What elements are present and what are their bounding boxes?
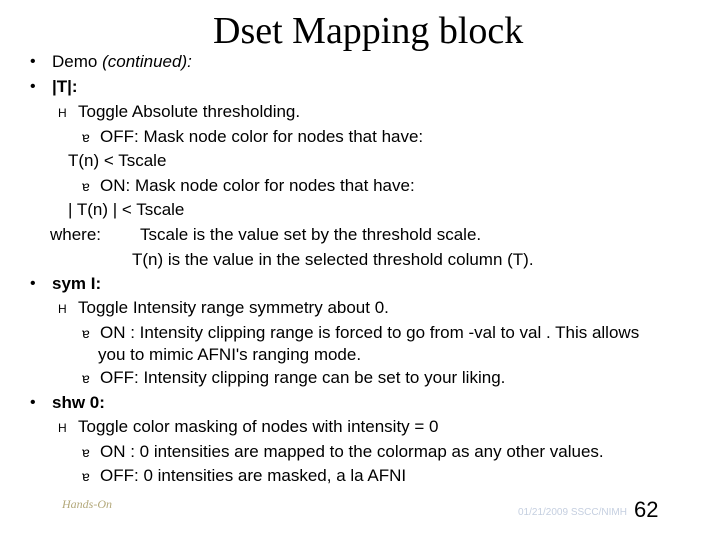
sym-toggle-line: Toggle Intensity range symmetry about 0.: [78, 298, 389, 317]
arrow-icon: ɐ: [82, 444, 90, 460]
sym-off-line: OFF: Intensity clipping range can be set to your liking.: [100, 368, 506, 387]
t-on-line: ON: Mask node color for nodes that have:: [100, 176, 415, 195]
hand-icon: H: [58, 106, 67, 120]
bullet-icon: •: [30, 275, 36, 292]
t-heading: |T|:: [52, 77, 78, 96]
arrow-icon: ɐ: [82, 178, 90, 194]
demo-continued: (continued):: [102, 52, 192, 71]
arrow-icon: ɐ: [82, 468, 90, 484]
where-tscale: Tscale is the value set by the threshold scale.: [140, 225, 482, 244]
t-on-condition: | T(n) | < Tscale: [68, 200, 185, 219]
shw-off-line: OFF: 0 intensities are masked, a la AFNI: [100, 466, 407, 485]
hand-icon: H: [58, 421, 67, 435]
t-off-condition: T(n) < Tscale: [68, 151, 167, 170]
where-tn: T(n) is the value in the selected threshold column (T).: [132, 250, 534, 269]
demo-line: [52, 51, 192, 73]
sym-on-line-2: you to mimic AFNI's ranging mode.: [98, 345, 362, 364]
arrow-icon: ɐ: [82, 370, 90, 386]
sym-on-line: ON : Intensity clipping range is forced to go from -val to val . This allows: [100, 323, 640, 342]
footer-hands-on: Hands-On: [62, 497, 112, 511]
t-toggle-line: Toggle Absolute thresholding.: [78, 102, 301, 121]
sym-heading: sym I:: [52, 274, 102, 293]
arrow-icon: ɐ: [82, 129, 90, 145]
page-number: 62: [634, 497, 659, 522]
footer-date: 01/21/2009 SSCC/NIMH: [518, 507, 627, 518]
arrow-icon: ɐ: [82, 325, 90, 341]
shw-on-line: ON : 0 intensities are mapped to the colormap as any other values.: [100, 442, 604, 461]
shw-toggle-line: Toggle color masking of nodes with intensity = 0: [78, 417, 439, 436]
bullet-icon: •: [30, 78, 36, 95]
bullet-icon: •: [30, 394, 36, 411]
page-title: Dset Mapping block: [213, 10, 524, 52]
demo-label: Demo: [52, 52, 103, 71]
bullet-icon: •: [30, 53, 36, 70]
where-label: where:: [50, 225, 102, 244]
hand-icon: H: [58, 302, 67, 316]
shw-heading: shw 0:: [52, 393, 105, 412]
t-off-line: OFF: Mask node color for nodes that have:: [100, 127, 424, 146]
